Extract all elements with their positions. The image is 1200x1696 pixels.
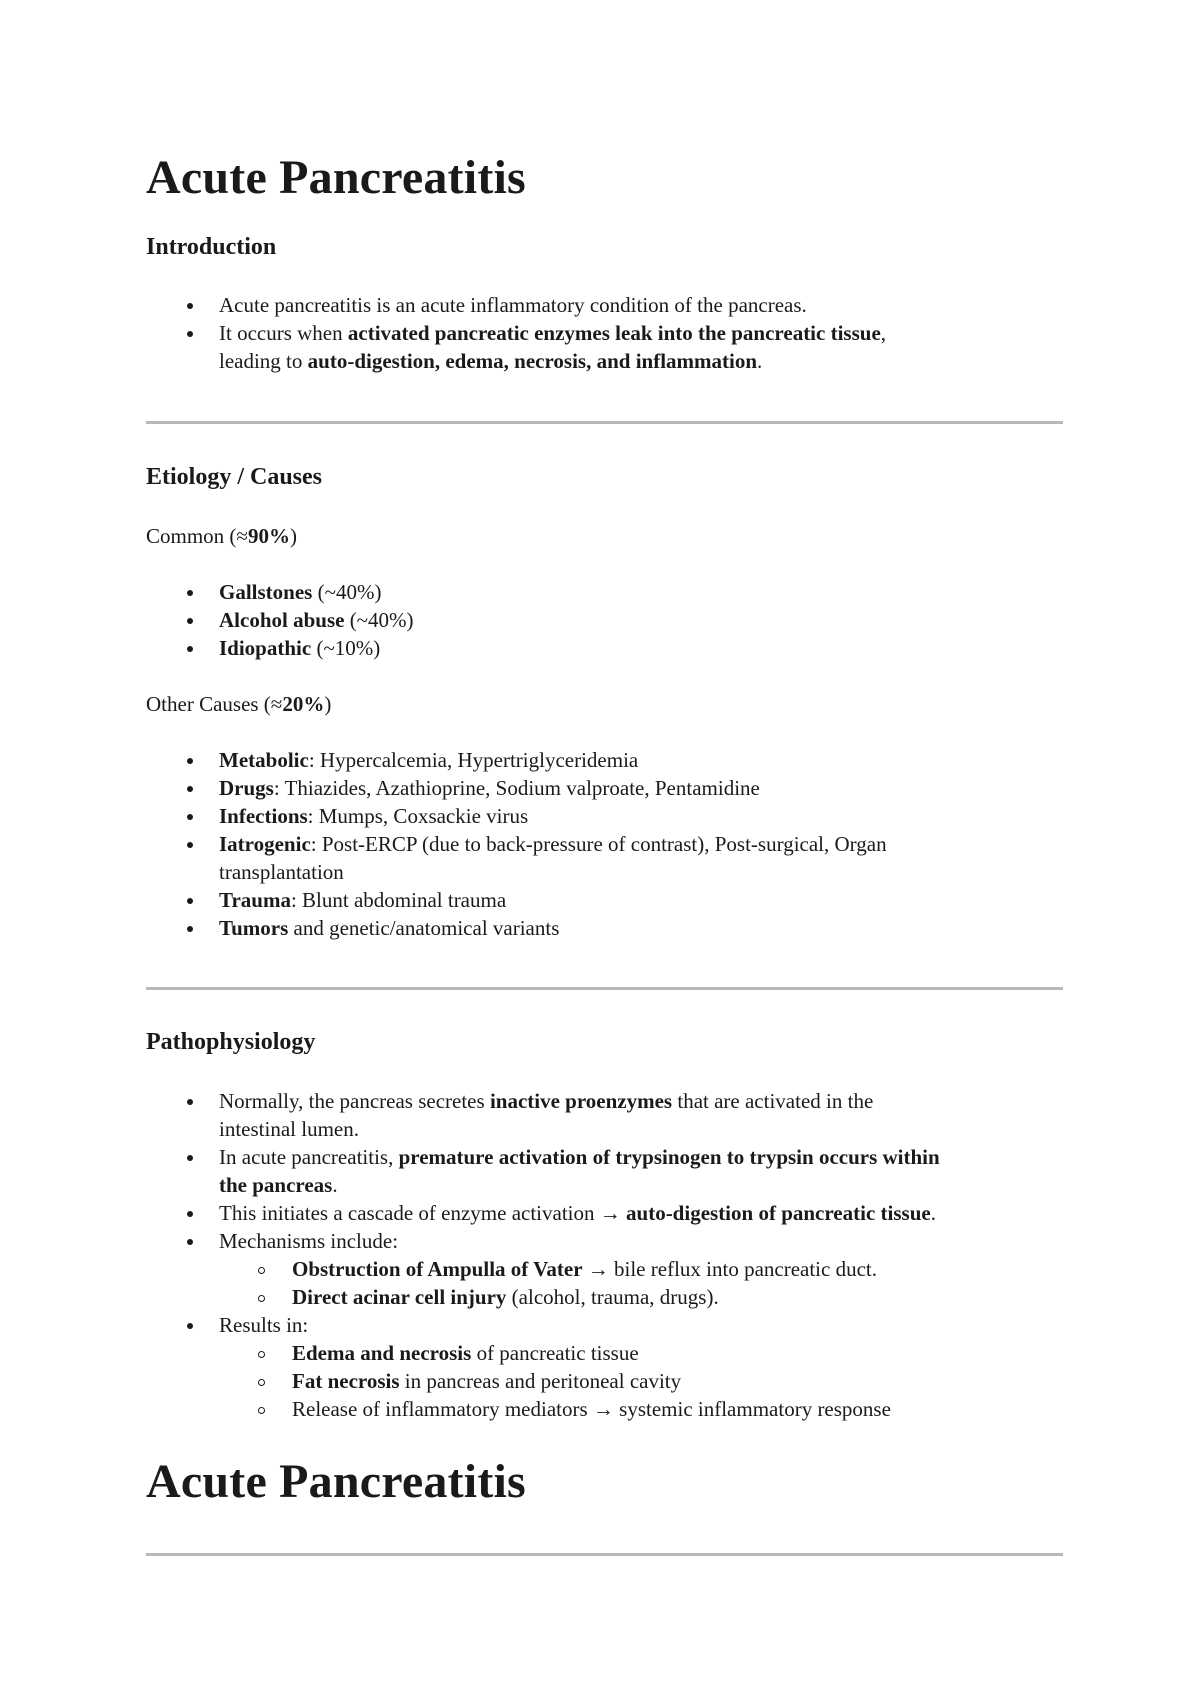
list-item: Acute pancreatitis is an acute inflammatory condition of the pancreas. bbox=[146, 291, 1086, 319]
list-item: This initiates a cascade of enzyme activation → auto-digestion of pancreatic tissue. bbox=[146, 1199, 1086, 1227]
list-item: Results in: bbox=[146, 1311, 1086, 1339]
list-item: It occurs when activated pancreatic enzymes leak into the pancreatic tissue, leading to auto-digestion, edema, necrosis, and inflammation. bbox=[146, 319, 1086, 375]
list-item: Gallstones (~40%) bbox=[146, 578, 1086, 606]
repeated-page-title: Acute Pancreatitis bbox=[146, 1455, 526, 1508]
subheading-other-causes: Other Causes (≈20%) bbox=[146, 692, 332, 716]
nested-list-item: Direct acinar cell injury (alcohol, trauma, drugs). bbox=[146, 1283, 1086, 1311]
list-item: Mechanisms include: bbox=[146, 1227, 1086, 1255]
nested-list-item: Release of inflammatory mediators → systemic inflammatory response bbox=[146, 1395, 1086, 1423]
common-causes-list bbox=[146, 578, 1086, 662]
section-heading-etiology: Etiology / Causes bbox=[146, 464, 323, 490]
list-item: Idiopathic (~10%) bbox=[146, 634, 1086, 662]
horizontal-divider bbox=[146, 421, 1063, 424]
subheading-common-causes: Common (≈90%) bbox=[146, 524, 297, 548]
page-title: Acute Pancreatitis bbox=[146, 151, 526, 204]
nested-list-item: Obstruction of Ampulla of Vater → bile reflux into pancreatic duct. bbox=[146, 1255, 1086, 1283]
list-item: In acute pancreatitis, premature activation of trypsinogen to trypsin occurs within the pancreas. bbox=[146, 1143, 1086, 1199]
list-item: Alcohol abuse (~40%) bbox=[146, 606, 1086, 634]
nested-list-item: Fat necrosis in pancreas and peritoneal cavity bbox=[146, 1367, 1086, 1395]
list-item: Drugs: Thiazides, Azathioprine, Sodium valproate, Pentamidine bbox=[146, 774, 1086, 802]
section-heading-introduction: Introduction bbox=[146, 234, 277, 260]
horizontal-divider bbox=[146, 987, 1063, 990]
pathophysiology-list bbox=[146, 1087, 1086, 1423]
list-item: Tumors and genetic/anatomical variants bbox=[146, 914, 1086, 942]
horizontal-divider bbox=[146, 1553, 1063, 1556]
other-causes-list bbox=[146, 746, 1086, 942]
list-item: Normally, the pancreas secretes inactive proenzymes that are activated in the intestinal lumen. bbox=[146, 1087, 1086, 1143]
list-item: Metabolic: Hypercalcemia, Hypertriglyceridemia bbox=[146, 746, 1086, 774]
list-item: Iatrogenic: Post-ERCP (due to back-pressure of contrast), Post-surgical, Organ transplantation bbox=[146, 830, 1086, 886]
list-item: Infections: Mumps, Coxsackie virus bbox=[146, 802, 1086, 830]
nested-list-item: Edema and necrosis of pancreatic tissue bbox=[146, 1339, 1086, 1367]
section-heading-pathophysiology: Pathophysiology bbox=[146, 1029, 316, 1055]
list-item: Trauma: Blunt abdominal trauma bbox=[146, 886, 1086, 914]
introduction-list bbox=[146, 291, 1086, 375]
